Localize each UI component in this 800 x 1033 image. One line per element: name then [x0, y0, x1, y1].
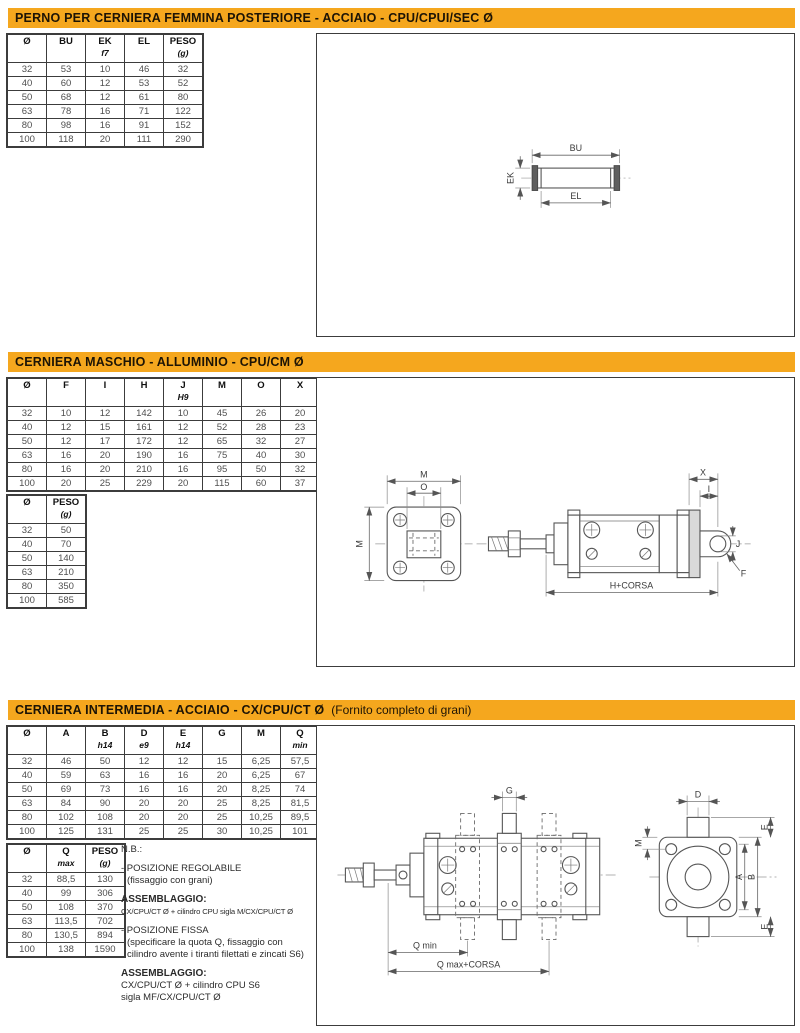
- column-header: A: [47, 726, 86, 755]
- table-cell: 50: [7, 901, 47, 915]
- table-cell: 16: [47, 449, 86, 463]
- table-row: [7, 91, 203, 105]
- table-cell: 30: [281, 449, 321, 463]
- dim-label-bu: BU: [569, 143, 583, 154]
- table-cell: 80: [7, 119, 47, 133]
- table-row: [7, 77, 203, 91]
- table-cell: 122: [164, 105, 204, 119]
- table-cell: 45: [203, 407, 242, 421]
- table-cell: 17: [86, 435, 125, 449]
- table-cell: 229: [125, 477, 164, 492]
- table-cell: 71: [125, 105, 164, 119]
- table-cell: 585: [47, 594, 87, 609]
- assembly-text: CX/CPU/CT Ø + cilindro CPU S6: [121, 980, 260, 991]
- table-cell: 32: [242, 435, 281, 449]
- table-row: [7, 594, 86, 609]
- column-header: X: [281, 378, 321, 407]
- table-cell: 138: [47, 943, 86, 958]
- table-cell: 95: [203, 463, 242, 477]
- dim-label-e-top: E: [759, 824, 770, 831]
- table-row: [7, 929, 125, 943]
- table-cell: 57,5: [281, 755, 321, 769]
- table-row: [7, 755, 320, 769]
- perno-drawing-box: [316, 33, 795, 337]
- cerniera-intermedia-technical-drawing: [317, 726, 794, 1025]
- table-cell: 37: [281, 477, 321, 492]
- table-cell: 16: [164, 783, 203, 797]
- table-cell: 28: [242, 421, 281, 435]
- table-cell: 20: [47, 477, 86, 492]
- table-cell: 75: [203, 449, 242, 463]
- table-cell: 46: [125, 63, 164, 77]
- table-row: [7, 407, 320, 421]
- table-row: [7, 580, 86, 594]
- dim-label-f: F: [740, 568, 747, 579]
- table-row: [7, 797, 320, 811]
- table-row: [7, 524, 86, 538]
- table-row: [7, 566, 86, 580]
- note-item: - POSIZIONE REGOLABILE: [121, 863, 242, 874]
- dim-label-e-bot: E: [759, 923, 770, 930]
- table-cell: 113,5: [47, 915, 86, 929]
- table-cell: 91: [125, 119, 164, 133]
- dim-label-x: X: [699, 467, 706, 478]
- cerniera-maschio-dimensions-table: [6, 377, 321, 492]
- table-cell: 70: [47, 538, 87, 552]
- table-cell: 131: [86, 825, 125, 840]
- table-row: [7, 552, 86, 566]
- table-cell: 16: [125, 769, 164, 783]
- table-row: [7, 943, 125, 958]
- table-cell: 142: [125, 407, 164, 421]
- table-cell: 894: [86, 929, 126, 943]
- table-cell: 63: [86, 769, 125, 783]
- section-header-perno: [8, 8, 795, 28]
- table-cell: 40: [7, 77, 47, 91]
- table-cell: 32: [7, 873, 47, 887]
- table-cell: 40: [7, 769, 47, 783]
- table-cell: 20: [86, 449, 125, 463]
- note-sub: cilindro avente i tiranti filettati e zincati S6): [127, 949, 304, 960]
- column-header: D e9: [125, 726, 164, 755]
- table-cell: 98: [47, 119, 86, 133]
- table-cell: 20: [164, 477, 203, 492]
- column-header: PESO (g): [86, 844, 126, 873]
- column-header: Ø: [7, 844, 47, 873]
- dim-label-b: B: [746, 874, 757, 880]
- column-header: M: [242, 726, 281, 755]
- table-cell: 20: [125, 811, 164, 825]
- table-cell: 12: [86, 77, 125, 91]
- table-row: [7, 449, 320, 463]
- assembly-title: ASSEMBLAGGIO:: [121, 968, 207, 979]
- assembly-notes: [121, 844, 323, 1004]
- table-cell: 100: [7, 825, 47, 840]
- table-cell: 130,5: [47, 929, 86, 943]
- table-cell: 16: [164, 463, 203, 477]
- table-cell: 69: [47, 783, 86, 797]
- nb-title: N.B.:: [121, 844, 143, 855]
- assembly-text: sigla MF/CX/CPU/CT Ø: [121, 992, 221, 1003]
- table-row: [7, 119, 203, 133]
- table-cell: 16: [125, 783, 164, 797]
- table-cell: 81,5: [281, 797, 321, 811]
- note-sub: (specificare la quota Q, fissaggio con: [127, 937, 283, 948]
- trunnion-solid: [497, 813, 521, 939]
- table-cell: 23: [281, 421, 321, 435]
- table-cell: 152: [164, 119, 204, 133]
- table-cell: 16: [47, 463, 86, 477]
- table-cell: 6,25: [242, 769, 281, 783]
- table-cell: 125: [47, 825, 86, 840]
- table-cell: 50: [47, 524, 87, 538]
- table-cell: 10: [47, 407, 86, 421]
- dim-label-g: G: [505, 785, 513, 796]
- table-cell: 108: [47, 901, 86, 915]
- section-title: CERNIERA MASCHIO - ALLUMINIO - CPU/CM Ø: [15, 355, 304, 369]
- table-cell: 10: [86, 63, 125, 77]
- table-cell: 210: [47, 566, 87, 580]
- table-cell: 10,25: [242, 811, 281, 825]
- table-row: [7, 105, 203, 119]
- table-cell: 16: [86, 105, 125, 119]
- table-cell: 30: [203, 825, 242, 840]
- header-row: [7, 844, 125, 873]
- dim-label-ek: EK: [505, 172, 516, 185]
- table-cell: 20: [281, 407, 321, 421]
- table-cell: 20: [125, 797, 164, 811]
- column-header: EK f7: [86, 34, 125, 63]
- table-row: [7, 873, 125, 887]
- table-cell: 63: [7, 915, 47, 929]
- table-cell: 25: [203, 797, 242, 811]
- table-cell: 100: [7, 943, 47, 958]
- table-cell: 12: [86, 91, 125, 105]
- table-cell: 32: [7, 407, 47, 421]
- header-row: [7, 495, 86, 524]
- column-header: PESO (g): [164, 34, 204, 63]
- table-cell: 1590: [86, 943, 126, 958]
- table-cell: 101: [281, 825, 321, 840]
- table-cell: 89,5: [281, 811, 321, 825]
- dim-label-qmax: Q max+CORSA: [436, 959, 501, 970]
- column-header: BU: [47, 34, 86, 63]
- column-header: B h14: [86, 726, 125, 755]
- table-cell: 20: [86, 463, 125, 477]
- table-cell: 100: [7, 477, 47, 492]
- table-cell: 53: [125, 77, 164, 91]
- table-row: [7, 825, 320, 840]
- table-cell: 80: [7, 929, 47, 943]
- dim-label-j: J: [735, 538, 741, 549]
- table-cell: 12: [47, 435, 86, 449]
- table-row: [7, 887, 125, 901]
- table-cell: 102: [47, 811, 86, 825]
- table-cell: 52: [164, 77, 204, 91]
- table-cell: 12: [125, 755, 164, 769]
- table-row: [7, 463, 320, 477]
- table-cell: 12: [164, 755, 203, 769]
- column-header: M: [203, 378, 242, 407]
- table-cell: 80: [7, 463, 47, 477]
- table-cell: 20: [164, 811, 203, 825]
- table-row: [7, 133, 203, 148]
- table-cell: 40: [7, 421, 47, 435]
- table-cell: 350: [47, 580, 87, 594]
- dim-label-a: A: [733, 874, 744, 880]
- table-cell: 25: [86, 477, 125, 492]
- table-cell: 40: [7, 538, 47, 552]
- table-cell: 8,25: [242, 783, 281, 797]
- column-header: O: [242, 378, 281, 407]
- table-cell: 90: [86, 797, 125, 811]
- table-cell: 53: [47, 63, 86, 77]
- table-cell: 210: [125, 463, 164, 477]
- table-cell: 99: [47, 887, 86, 901]
- table-cell: 63: [7, 566, 47, 580]
- table-cell: 118: [47, 133, 86, 148]
- table-cell: 52: [203, 421, 242, 435]
- table-cell: 32: [164, 63, 204, 77]
- column-header: G: [203, 726, 242, 755]
- table-cell: 50: [7, 783, 47, 797]
- table-cell: 50: [7, 91, 47, 105]
- table-cell: 115: [203, 477, 242, 492]
- column-header: Q min: [281, 726, 321, 755]
- cerniera-intermedia-dimensions-table: [6, 725, 321, 840]
- table-cell: 12: [86, 407, 125, 421]
- table-cell: 190: [125, 449, 164, 463]
- perno-dimensions-table: [6, 33, 204, 148]
- column-header: Ø: [7, 34, 47, 63]
- cerniera-maschio-drawing-box: [316, 377, 795, 667]
- table-cell: 80: [7, 580, 47, 594]
- table-cell: 59: [47, 769, 86, 783]
- table-cell: 40: [242, 449, 281, 463]
- table-row: [7, 783, 320, 797]
- cerniera-maschio-peso-table: [6, 494, 87, 609]
- table-cell: 16: [86, 119, 125, 133]
- dim-label-d: D: [694, 789, 702, 800]
- column-header: Q max: [47, 844, 86, 873]
- table-cell: 65: [203, 435, 242, 449]
- section-subtitle: (Fornito completo di grani): [331, 703, 472, 717]
- table-row: [7, 811, 320, 825]
- table-cell: 15: [86, 421, 125, 435]
- perno-technical-drawing: [317, 34, 794, 336]
- header-row: [7, 726, 320, 755]
- table-row: [7, 901, 125, 915]
- table-cell: 32: [281, 463, 321, 477]
- note-item: - POSIZIONE FISSA: [121, 925, 209, 936]
- table-cell: 40: [7, 887, 47, 901]
- table-cell: 67: [281, 769, 321, 783]
- column-header: I: [86, 378, 125, 407]
- column-header: Ø: [7, 726, 47, 755]
- column-header: J H9: [164, 378, 203, 407]
- table-cell: 32: [7, 63, 47, 77]
- section-header-cerniera-maschio: [8, 352, 795, 372]
- assembly-title: ASSEMBLAGGIO:: [121, 894, 207, 905]
- table-cell: 78: [47, 105, 86, 119]
- table-row: [7, 538, 86, 552]
- table-cell: 63: [7, 449, 47, 463]
- dim-label-el: EL: [570, 190, 582, 201]
- dim-label-m-left: M: [354, 540, 365, 548]
- table-cell: 32: [7, 524, 47, 538]
- table-cell: 16: [164, 769, 203, 783]
- table-cell: 84: [47, 797, 86, 811]
- table-cell: 32: [7, 755, 47, 769]
- table-cell: 50: [7, 552, 47, 566]
- table-cell: 46: [47, 755, 86, 769]
- table-cell: 130: [86, 873, 126, 887]
- header-row: [7, 378, 320, 407]
- table-cell: 100: [7, 133, 47, 148]
- table-row: [7, 915, 125, 929]
- table-row: [7, 477, 320, 492]
- table-cell: 10: [164, 407, 203, 421]
- column-header: F: [47, 378, 86, 407]
- table-cell: 140: [47, 552, 87, 566]
- column-header: H: [125, 378, 164, 407]
- cerniera-intermedia-q-peso-table: [6, 843, 126, 958]
- column-header: E h14: [164, 726, 203, 755]
- column-header: Ø: [7, 378, 47, 407]
- table-cell: 27: [281, 435, 321, 449]
- table-cell: 50: [86, 755, 125, 769]
- table-cell: 16: [164, 449, 203, 463]
- table-cell: 73: [86, 783, 125, 797]
- table-cell: 108: [86, 811, 125, 825]
- table-cell: 20: [203, 769, 242, 783]
- table-cell: 20: [164, 797, 203, 811]
- table-cell: 6,25: [242, 755, 281, 769]
- column-header: Ø: [7, 495, 47, 524]
- table-cell: 25: [125, 825, 164, 840]
- table-cell: 20: [86, 133, 125, 148]
- table-cell: 12: [47, 421, 86, 435]
- table-cell: 100: [7, 594, 47, 609]
- table-cell: 63: [7, 105, 47, 119]
- column-header: EL: [125, 34, 164, 63]
- table-cell: 68: [47, 91, 86, 105]
- dim-label-qmin: Q min: [412, 940, 437, 951]
- cerniera-intermedia-drawing-box: [316, 725, 795, 1026]
- cerniera-maschio-technical-drawing: [317, 378, 794, 666]
- table-cell: 61: [125, 91, 164, 105]
- table-cell: 26: [242, 407, 281, 421]
- table-cell: 50: [242, 463, 281, 477]
- table-cell: 306: [86, 887, 126, 901]
- table-cell: 80: [7, 811, 47, 825]
- dim-label-m: M: [633, 839, 644, 847]
- table-cell: 172: [125, 435, 164, 449]
- assembly-text: CX/CPU/CT Ø + cilindro CPU sigla M/CX/CPU/CT Ø: [121, 907, 294, 916]
- table-cell: 370: [86, 901, 126, 915]
- table-cell: 63: [7, 797, 47, 811]
- table-cell: 111: [125, 133, 164, 148]
- table-cell: 161: [125, 421, 164, 435]
- table-cell: 74: [281, 783, 321, 797]
- table-row: [7, 421, 320, 435]
- note-sub: (fissaggio con grani): [127, 875, 213, 886]
- dim-label-m-top: M: [420, 469, 428, 480]
- section-title: CERNIERA INTERMEDIA - ACCIAIO - CX/CPU/CT Ø: [15, 703, 325, 717]
- section-header-cerniera-intermedia: [8, 700, 795, 720]
- table-row: [7, 435, 320, 449]
- table-cell: 15: [203, 755, 242, 769]
- table-cell: 50: [7, 435, 47, 449]
- section-title: PERNO PER CERNIERA FEMMINA POSTERIORE - ACCIAIO - CPU/CPUI/SEC Ø: [15, 11, 494, 25]
- table-cell: 20: [203, 783, 242, 797]
- header-row: [7, 34, 203, 63]
- table-cell: 25: [164, 825, 203, 840]
- table-cell: 25: [203, 811, 242, 825]
- table-cell: 10,25: [242, 825, 281, 840]
- table-row: [7, 769, 320, 783]
- dim-label-o: O: [420, 482, 428, 493]
- table-cell: 88,5: [47, 873, 86, 887]
- table-cell: 12: [164, 435, 203, 449]
- table-cell: 60: [47, 77, 86, 91]
- table-cell: 702: [86, 915, 126, 929]
- dim-label-h-corsa: H+CORSA: [609, 580, 654, 591]
- table-cell: 8,25: [242, 797, 281, 811]
- table-row: [7, 63, 203, 77]
- table-cell: 80: [164, 91, 204, 105]
- table-cell: 12: [164, 421, 203, 435]
- dim-label-i: I: [707, 484, 711, 495]
- table-cell: 60: [242, 477, 281, 492]
- table-cell: 290: [164, 133, 204, 148]
- column-header: PESO (g): [47, 495, 87, 524]
